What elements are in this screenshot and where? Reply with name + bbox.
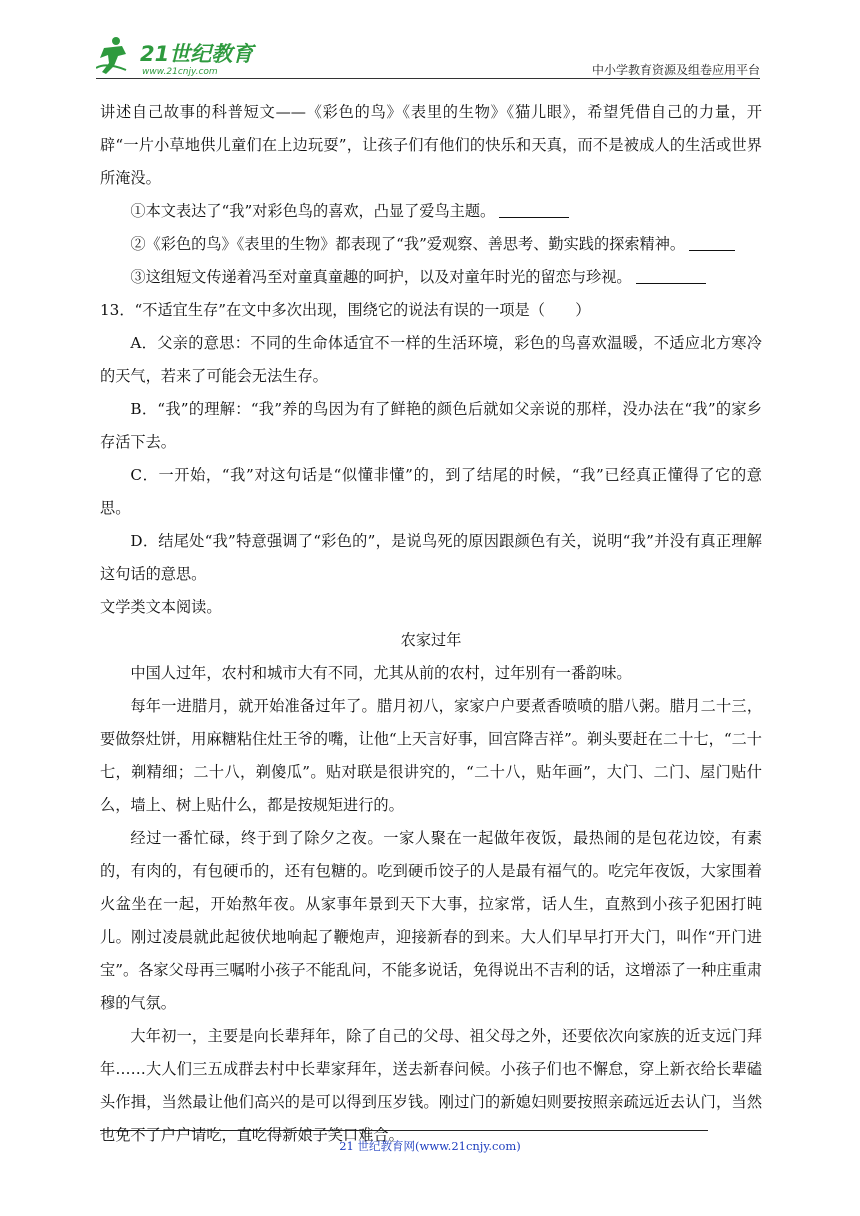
- option-a: A．父亲的意思：不同的生命体适宜不一样的生活环境，彩色的鸟喜欢温暖，不适应北方寒冷的天气，若来了可能会无法生存。: [100, 334, 762, 385]
- section-label: 文学类文本阅读。: [100, 598, 222, 616]
- footer-link[interactable]: 21 世纪教育网(www.21cnjy.com): [339, 1139, 521, 1153]
- article-paragraph: 每年一进腊月，就开始准备过年了。腊月初八，家家户户要煮香喷喷的腊八粥。腊月二十三，要做祭灶饼，用麻糖粘住灶王爷的嘴，让他“上天言好事，回宫降吉祥”。剃头要赶在二十七，“二十七，剃精细；二十八，剃傻瓜”。贴对联是很讲究的，“二十八，贴年画”，大门、二门、屋门贴什么，墙上、树上贴什么，都是按规矩进行的。: [100, 697, 762, 814]
- judgement-statement-3: ③这组短文传递着冯至对童真童趣的呵护，以及对童年时光的留恋与珍视。: [100, 261, 762, 294]
- option-b: B．“我”的理解：“我”养的鸟因为有了鲜艳的颜色后就如父亲说的那样，没办法在“我”的家乡存活下去。: [100, 400, 762, 451]
- judgement-statement-1: ①本文表达了“我”对彩色鸟的喜欢，凸显了爱鸟主题。: [100, 195, 762, 228]
- question-13: 13．“不适宜生存”在文中多次出现，围绕它的说法有误的一项是（ ）: [100, 301, 591, 319]
- article-paragraph: 经过一番忙碌，终于到了除夕之夜。一家人聚在一起做年夜饭，最热闹的是包花边饺，有素的，有肉的，有包硬币的，还有包糖的。吃到硬币饺子的人是最有福气的。吃完年夜饭，大家围着火盆坐在一起，开始熬年夜。从家事年景到天下大事，拉家常，话人生，直熬到小孩子犯困打盹儿。刚过凌晨就此起彼伏地响起了鞭炮声，迎接新春的到来。大人们早早打开大门，叫作“开门进宝”。各家父母再三嘱咐小孩子不能乱问，不能多说话，免得说出不吉利的话，这增添了一种庄重肃穆的气氛。: [100, 829, 762, 1012]
- footer-divider: [100, 1130, 708, 1131]
- page-header: [96, 34, 760, 78]
- logo-text: 21世纪教育: [140, 42, 254, 66]
- header-divider: [96, 78, 760, 79]
- option-c: C．一开始，“我”对这句话是“似懂非懂”的，到了结尾的时候，“我”已经真正懂得了它的意思。: [100, 466, 762, 517]
- logo-url: www.21cnjy.com: [142, 67, 218, 77]
- logo-21cnjy: [96, 34, 276, 78]
- article-title: 农家过年: [400, 631, 462, 649]
- answer-blank[interactable]: [689, 236, 735, 251]
- platform-name: 中小学教育资源及组卷应用平台: [591, 63, 760, 77]
- paragraph: 讲述自己故事的科普短文——《彩色的鸟》《表里的生物》《猫儿眼》，希望凭借自己的力量，开辟“一片小草地供儿童们在上边玩耍”，让孩子们有他们的快乐和天真，而不是被成人的生活或世界所淹没。: [100, 103, 762, 187]
- article-paragraph: 大年初一，主要是向长辈拜年，除了自己的父母、祖父母之外，还要依次向家族的近支远门拜年……大人们三五成群去村中长辈家拜年，送去新春问候。小孩子们也不懈怠，穿上新衣给长辈磕头作揖，当然最让他们高兴的是可以得到压岁钱。刚过门的新媳妇则要按照亲疏远近去认门，当然也免不了户户请吃，直吃得新娘子笑口难合。: [100, 1027, 762, 1144]
- judgement-statement-2: ②《彩色的鸟》《表里的生物》都表现了“我”爱观察、善思考、勤实践的探索精神。: [100, 228, 762, 261]
- article-paragraph: 中国人过年，农村和城市大有不同，尤其从前的农村，过年别有一番韵味。: [130, 664, 632, 682]
- answer-blank[interactable]: [499, 203, 569, 218]
- document-body: [100, 96, 762, 1152]
- option-d: D．结尾处“我”特意强调了“彩色的”，是说鸟死的原因跟颜色有关，说明“我”并没有真正理解这句话的意思。: [100, 532, 762, 583]
- answer-blank[interactable]: [636, 269, 706, 284]
